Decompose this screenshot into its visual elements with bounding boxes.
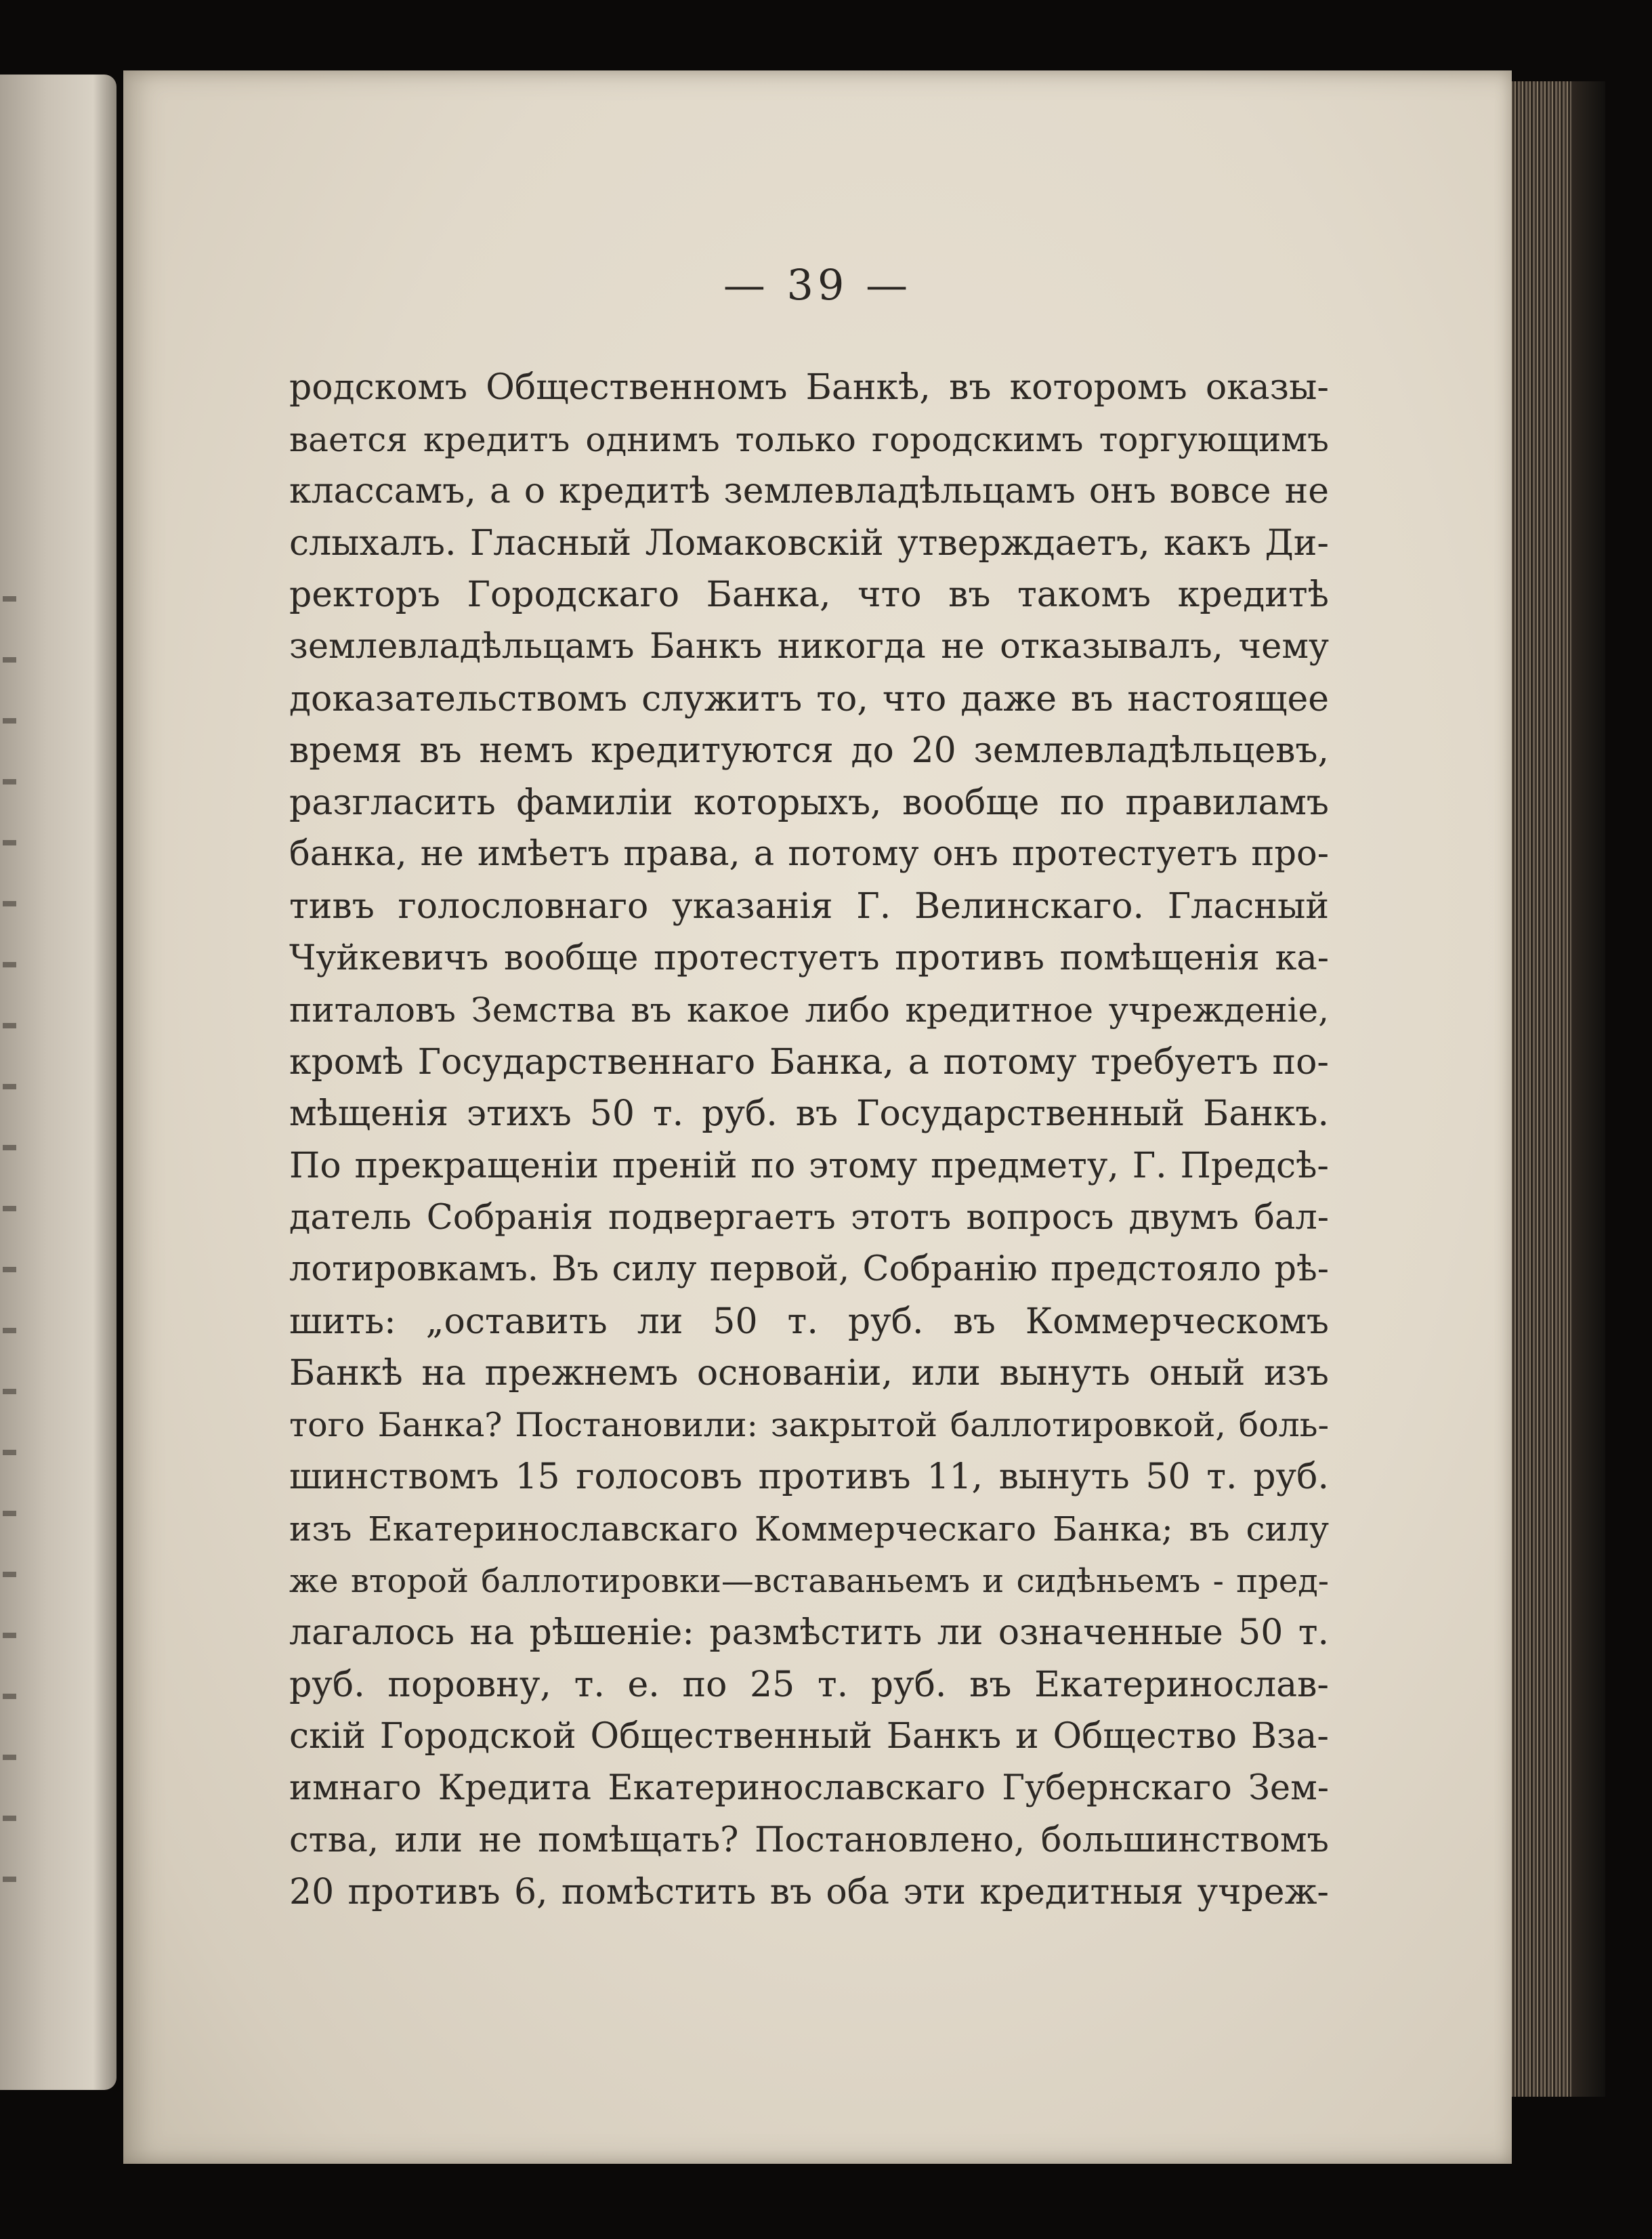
text-line: лагалось на рѣшеніе: размѣстить ли означенные 50 т. <box>289 1612 1329 1654</box>
page-stack-edge <box>1510 81 1605 2097</box>
text-line: доказательствомъ служитъ то, что даже въ настоящее <box>289 678 1329 719</box>
text-line: слыхалъ. Гласный Ломаковскій утверждаетъ, какъ Ди- <box>289 522 1329 564</box>
text-line: изъ Екатеринославскаго Коммерческаго Банка; въ силу <box>289 1509 1329 1549</box>
text-line: Чуйкевичъ вообще протестуетъ противъ помѣщенія ка- <box>289 938 1329 978</box>
text-line: питаловъ Земства въ какое либо кредитное учрежденіе, <box>289 990 1329 1030</box>
text-line: время въ немъ кредитуются до 20 землевладѣльцевъ, <box>289 730 1329 772</box>
text-line: По прекращеніи преній по этому предмету, Г. Предсѣ- <box>289 1145 1329 1186</box>
page-number: — 39 — <box>723 260 912 310</box>
text-line: ства, или не помѣщать? Постановлено, большинствомъ <box>289 1820 1329 1860</box>
previous-page-text-fragments <box>3 549 16 1904</box>
text-line: шить: „оставить ли 50 т. руб. въ Коммерческомъ <box>289 1301 1329 1342</box>
text-line: землевладѣльцамъ Банкъ никогда не отказывалъ, чему <box>289 626 1329 667</box>
body-text <box>289 362 1329 1919</box>
text-line: датель Собранія подвергаетъ этотъ вопросъ двумъ бал- <box>289 1197 1329 1238</box>
text-line: кромѣ Государственнаго Банка, а потому требуетъ по- <box>289 1041 1329 1083</box>
text-line: тивъ голословнаго указанія Г. Велинскаго. Гласный <box>289 885 1329 927</box>
text-line: скій Городской Общественный Банкъ и Общество Вза- <box>289 1716 1329 1757</box>
text-line: шинствомъ 15 голосовъ противъ 11, вынуть 50 т. руб. <box>289 1457 1329 1498</box>
text-line: же второй баллотировки—вставаньемъ и сидѣньемъ - пред- <box>289 1562 1329 1600</box>
text-line: ректоръ Городскаго Банка, что въ такомъ кредитѣ <box>289 574 1329 616</box>
text-line: Банкѣ на прежнемъ основаніи, или вынуть оный изъ <box>289 1353 1329 1394</box>
text-line: банка, не имѣетъ права, а потому онъ протестуетъ про- <box>289 834 1329 875</box>
text-line: мѣщенія этихъ 50 т. руб. въ Государственный Банкъ. <box>289 1093 1329 1135</box>
text-line: 20 противъ 6, помѣстить въ оба эти кредитныя учреж- <box>289 1872 1329 1913</box>
book-page <box>123 70 1512 2164</box>
previous-page-edge <box>0 75 117 2090</box>
text-line: руб. поровну, т. е. по 25 т. руб. въ Екатеринослав- <box>289 1664 1329 1705</box>
text-line: родскомъ Общественномъ Банкѣ, въ которомъ оказы- <box>289 367 1329 408</box>
text-line: вается кредитъ однимъ только городскимъ торгующимъ <box>289 419 1329 459</box>
text-line: того Банка? Постановили: закрытой баллотировкой, боль- <box>289 1405 1329 1444</box>
text-line: имнаго Кредита Екатеринославскаго Губернскаго Зем- <box>289 1768 1329 1809</box>
text-line: разгласить фамиліи которыхъ, вообще по правиламъ <box>289 782 1329 823</box>
text-line: лотировкамъ. Въ силу первой, Собранію предстояло рѣ- <box>289 1249 1329 1290</box>
text-line: классамъ, а о кредитѣ землевладѣльцамъ онъ вовсе не <box>289 471 1329 512</box>
